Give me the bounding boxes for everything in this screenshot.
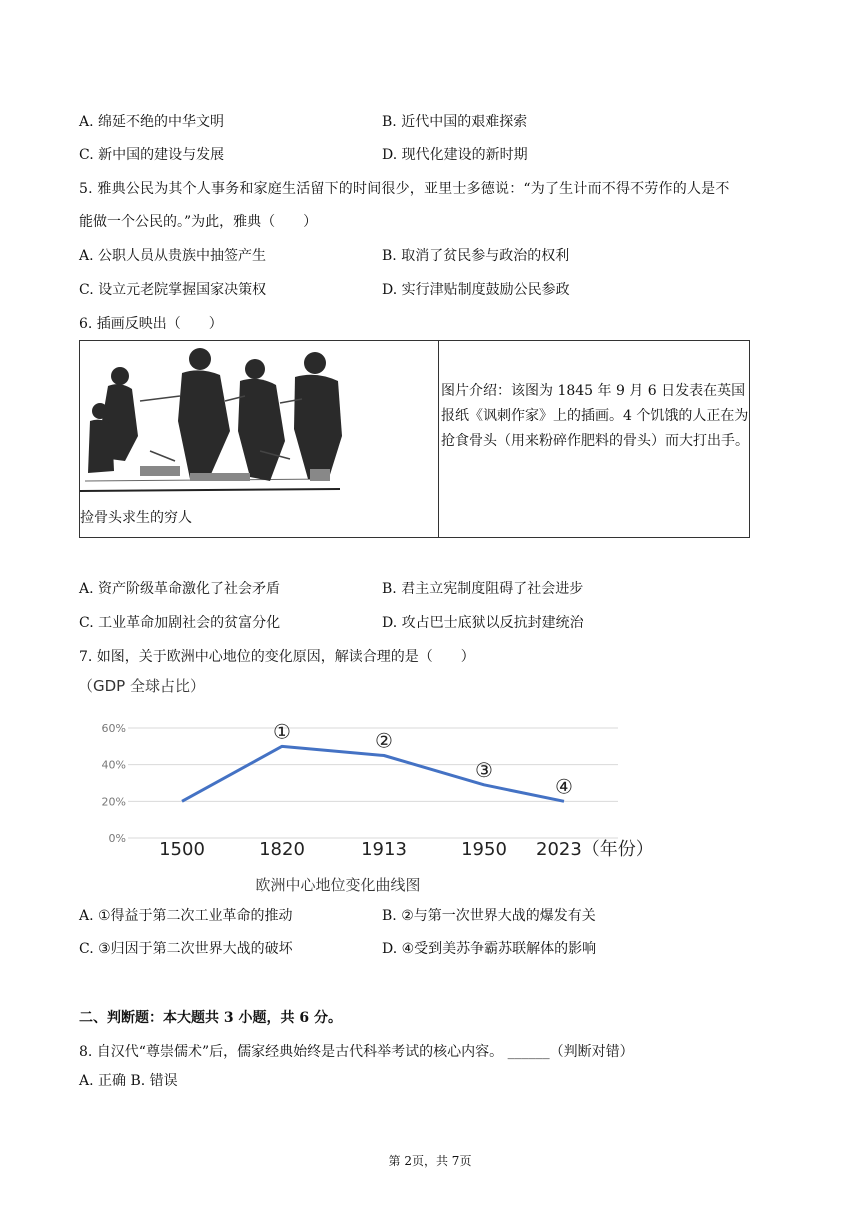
q7-option-a: A. ①得益于第二次工业革命的推动 bbox=[79, 908, 293, 924]
chart-point-marker: ③ bbox=[475, 757, 493, 782]
chart-point-marker: ④ bbox=[555, 774, 573, 799]
q7-stem: 7. 如图，关于欧洲中心地位的变化原因，解读合理的是（ ） bbox=[79, 649, 475, 665]
chart-x-tick-label: 1913 bbox=[361, 839, 407, 860]
q6-intro-cell bbox=[439, 341, 750, 538]
q7-chart bbox=[78, 672, 678, 902]
chart-x-tick-label: 1950 bbox=[461, 839, 507, 860]
chart-title: 欧洲中心地位变化曲线图 bbox=[255, 876, 421, 894]
q8-stem: 8. 自汉代“尊崇儒术”后，儒家经典始终是古代科举考试的核心内容。 ______（判断对错） bbox=[79, 1044, 634, 1060]
q7-option-c: C. ③归因于第二次世界大战的破坏 bbox=[79, 941, 293, 957]
q5-option-b: B. 取消了贫民参与政治的权利 bbox=[382, 248, 570, 264]
q6-option-b: B. 君主立宪制度阻碍了社会进步 bbox=[382, 581, 584, 597]
chart-y-tick-label: 20% bbox=[101, 795, 126, 809]
q5-option-a: A. 公职人员从贵族中抽签产生 bbox=[79, 248, 267, 264]
chart-x-tick-label: 1500 bbox=[159, 839, 205, 860]
q8-options: A. 正确 B. 错误 bbox=[79, 1073, 178, 1089]
q5-stem-line1: 5. 雅典公民为其个人事务和家庭生活留下的时间很少，亚里士多德说：“为了生计而不得不劳作的人是不 bbox=[79, 181, 730, 197]
q6-material-table bbox=[79, 340, 750, 538]
chart-x-tick-label: 2023（年份） bbox=[536, 839, 654, 860]
q6-stem: 6. 插画反映出（ ） bbox=[79, 316, 223, 332]
q4-option-a: A. 绵延不绝的中华文明 bbox=[79, 114, 225, 130]
chart-y-tick-label: 40% bbox=[101, 758, 126, 772]
chart-y-tick-label: 60% bbox=[101, 722, 126, 735]
page-footer: 第 2页，共 7页 bbox=[388, 1154, 472, 1168]
q6-option-d: D. 攻占巴士底狱以反抗封建统治 bbox=[382, 615, 584, 631]
chart-series-line bbox=[182, 746, 564, 801]
q4-option-c: C. 新中国的建设与发展 bbox=[79, 147, 225, 163]
chart-y-label: （GDP 全球占比） bbox=[78, 677, 205, 695]
q7-option-d: D. ④受到美苏争霸苏联解体的影响 bbox=[382, 941, 597, 957]
q5-stem-line2: 能做一个公民的。”为此，雅典（ ） bbox=[79, 214, 318, 230]
chart-y-tick-label: 0% bbox=[108, 832, 126, 845]
q6-illustration-image bbox=[80, 341, 380, 501]
chart-point-marker: ① bbox=[273, 719, 291, 744]
q7-option-b: B. ②与第一次世界大战的爆发有关 bbox=[382, 908, 596, 924]
q6-option-a: A. 资产阶级革命激化了社会矛盾 bbox=[79, 581, 281, 597]
q6-illustration-caption: 捡骨头求生的穷人 bbox=[80, 510, 192, 526]
q5-option-d: D. 实行津贴制度鼓励公民参政 bbox=[382, 282, 570, 298]
chart-x-tick-label: 1820 bbox=[259, 839, 305, 860]
q5-option-c: C. 设立元老院掌握国家决策权 bbox=[79, 282, 267, 298]
q6-illustration-cell bbox=[80, 341, 439, 538]
section-2-heading: 二、判断题：本大题共 3 小题，共 6 分。 bbox=[79, 1010, 342, 1026]
q7-chart-svg bbox=[78, 672, 678, 902]
q4-option-b: B. 近代中国的艰难探索 bbox=[382, 114, 528, 130]
chart-point-marker: ② bbox=[375, 728, 393, 753]
q4-option-d: D. 现代化建设的新时期 bbox=[382, 147, 528, 163]
q6-intro-text: 图片介绍：该图为 1845 年 9 月 6 日发表在英国报纸《讽刺作家》上的插画。4 个饥饿的人正在为抢食骨头（用来粉碎作肥料的骨头）而大打出手。 bbox=[441, 383, 749, 449]
q6-option-c: C. 工业革命加剧社会的贫富分化 bbox=[79, 615, 281, 631]
